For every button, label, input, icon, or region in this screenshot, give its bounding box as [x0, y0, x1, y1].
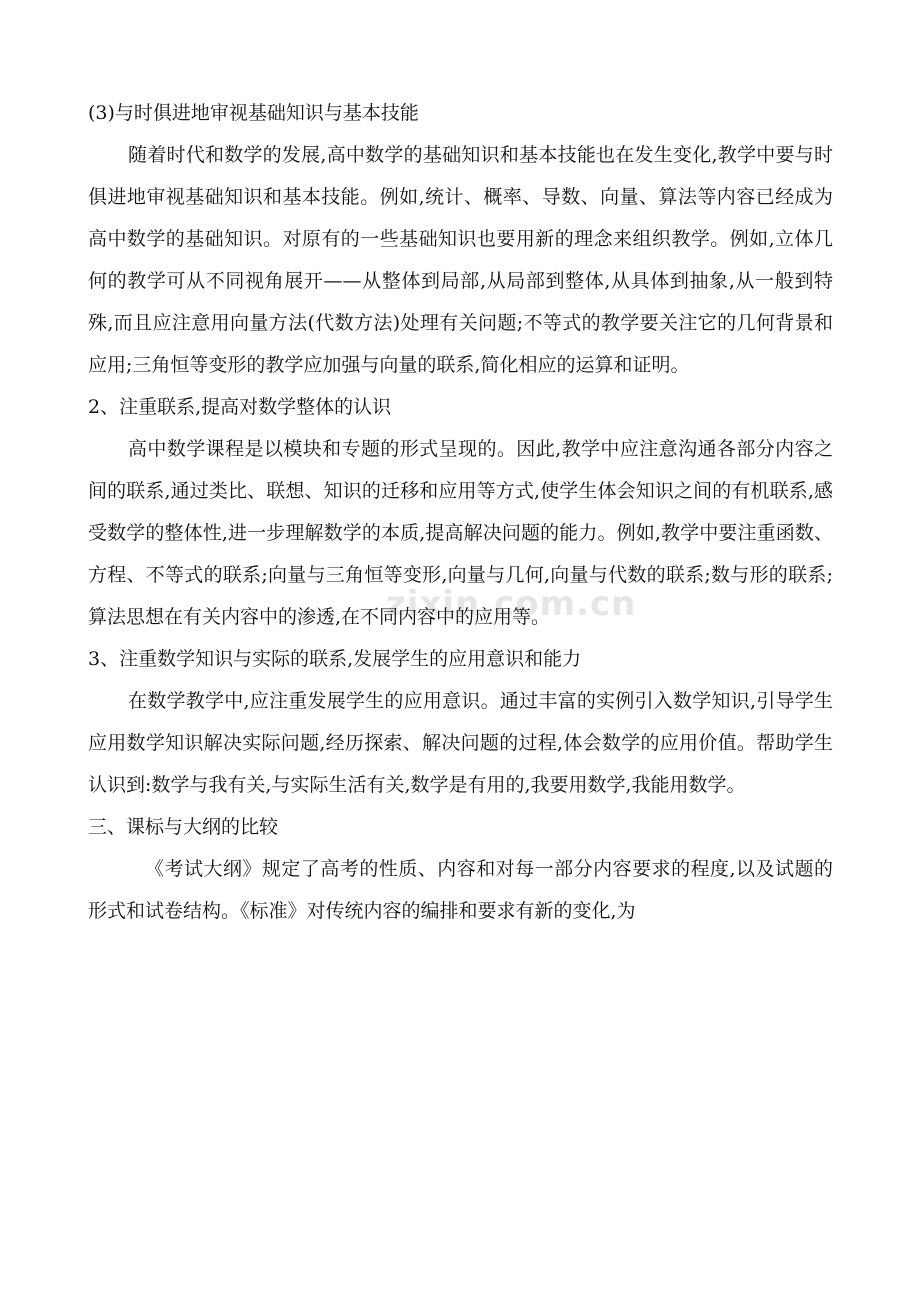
paragraph-connections: 高中数学课程是以模块和专题的形式呈现的。因此,教学中应注意沟通各部分内容之间的联系,通过类比、联想、知识的迁移和应用等方式,使学生体会知识之间的有机联系,感受数学的整体性,进一步理解数学的本质,提高解决问题的能力。例如,教学中要注重函数、方程、不等式的联系;向量与三角恒等变形,向量与几何,向量与代数的联系;数与形的联系;算法思想在有关内容中的渗透,在不同内容中的应用等。: [88, 438, 833, 628]
section-heading-2: 2、注重联系,提高对数学整体的认识: [88, 396, 392, 418]
paragraph-applications: 在数学教学中,应注重发展学生的应用意识。通过丰富的实例引入数学知识,引导学生应用数学知识解决实际问题,经历探索、解决问题的过程,体会数学的应用价值。帮助学生认识到:数学与我有关,与实际生活有关,数学是有用的,我要用数学,我能用数学。: [88, 690, 833, 796]
chapter-heading-3: 三、课标与大纲的比较: [88, 816, 279, 838]
section-heading-3: 3、注重数学知识与实际的联系,发展学生的应用意识和能力: [88, 648, 582, 670]
paragraph-basic-knowledge: 随着时代和数学的发展,高中数学的基础知识和基本技能也在发生变化,教学中要与时俱进地审视基础知识和基本技能。例如,统计、概率、导数、向量、算法等内容已经成为高中数学的基础知识。对原有的一些基础知识也要用新的理念来组织教学。例如,立体几何的教学可从不同视角展开——从整体到局部,从局部到整体,从具体到抽象,从一般到特殊,而且应注意用向量方法(代数方法)处理有关问题;不等式的教学要关注它的几何背景和应用;三角恒等变形的教学应加强与向量的联系,简化相应的运算和证明。: [88, 144, 833, 376]
watermark: zixin.com.cn: [386, 584, 637, 624]
subsection-heading-3: (3)与时俱进地审视基础知识与基本技能: [88, 102, 419, 124]
document-body: [88, 92, 833, 932]
paragraph-syllabus-comparison: 《考试大纲》规定了高考的性质、内容和对每一部分内容要求的程度,以及试题的形式和试卷结构。《标准》对传统内容的编排和要求有新的变化,为: [88, 858, 833, 922]
